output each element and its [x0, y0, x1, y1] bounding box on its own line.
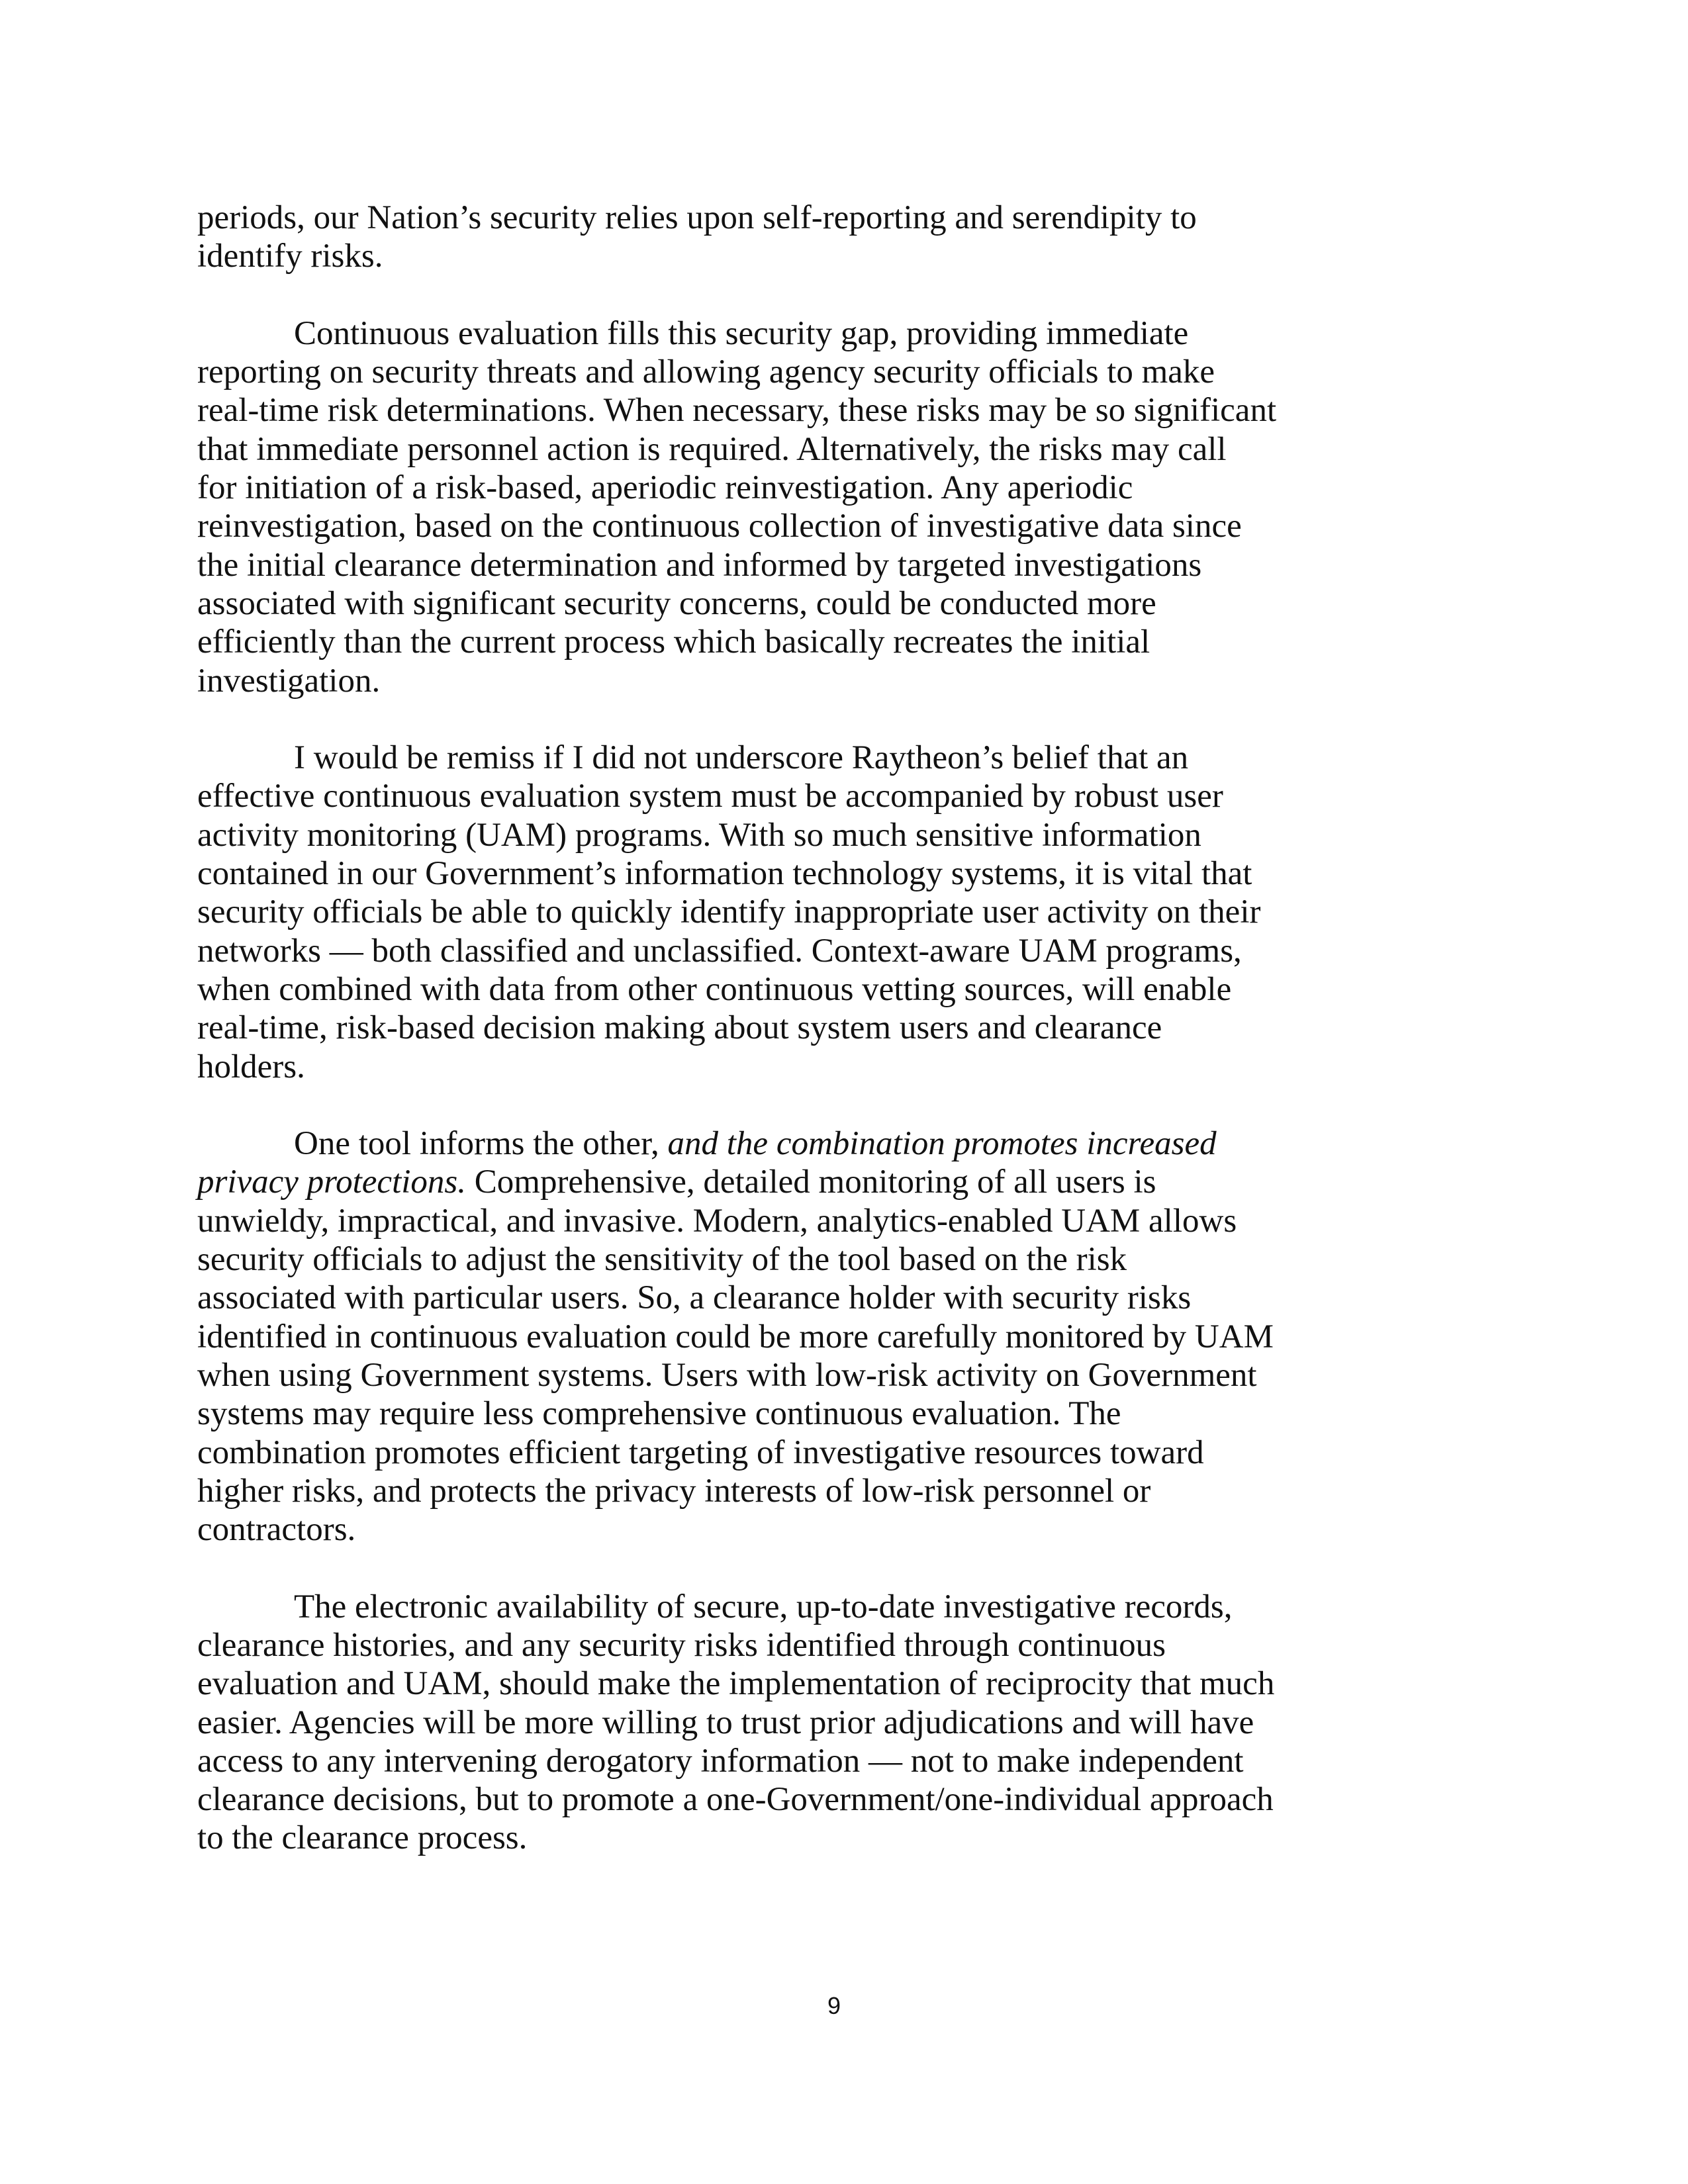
text-line — [197, 1510, 1495, 1549]
text-segment: combination promotes efficient targeting of investigative resources toward — [197, 1433, 1204, 1471]
text-segment: associated with particular users. So, a clearance holder with security risks — [197, 1279, 1192, 1317]
text-segment: the initial clearance determination and informed by targeted investigations — [197, 546, 1202, 584]
text-segment: activity monitoring (UAM) programs. With so much sensitive information — [197, 816, 1201, 854]
text-segment: efficiently than the current process which basically recreates the initial — [197, 623, 1150, 661]
text-segment: real-time, risk-based decision making about system users and clearance — [197, 1009, 1162, 1047]
text-line — [197, 1240, 1495, 1279]
text-line — [197, 1356, 1495, 1394]
text-line — [197, 1163, 1495, 1201]
text-segment: clearance decisions, but to promote a one-Government/one-individual approach — [197, 1781, 1274, 1819]
text-line — [197, 1626, 1495, 1664]
text-line — [197, 469, 1495, 507]
text-line — [197, 1279, 1495, 1317]
text-line — [197, 199, 1495, 237]
text-line — [197, 314, 1495, 353]
text-segment: reinvestigation, based on the continuous collection of investigative data since — [197, 508, 1242, 545]
text-segment: easier. Agencies will be more willing to trust prior adjudications and will have — [197, 1704, 1254, 1741]
text-segment: Comprehensive, detailed monitoring of all users is — [466, 1163, 1156, 1201]
text-line — [197, 1394, 1495, 1433]
text-segment: effective continuous evaluation system must be accompanied by robust user — [197, 778, 1223, 815]
paragraph — [197, 199, 1495, 276]
text-segment: identify risks. — [197, 238, 383, 275]
italic-text: and the combination promotes increased — [667, 1125, 1217, 1163]
text-line — [197, 970, 1495, 1009]
text-segment: for initiation of a risk-based, aperiodic reinvestigation. Any aperiodic — [197, 469, 1133, 507]
text-segment: systems may require less comprehensive continuous evaluation. The — [197, 1395, 1121, 1433]
text-segment: associated with significant security concerns, could be conducted more — [197, 584, 1156, 622]
text-segment: I would be remiss if I did not underscore Raytheon’s belief that an — [294, 739, 1189, 777]
paragraph — [197, 314, 1495, 700]
text-segment: clearance histories, and any security risks identified through continuous — [197, 1626, 1166, 1664]
text-segment: contractors. — [197, 1511, 356, 1549]
text-segment: that immediate personnel action is required. Alternatively, the risks may call — [197, 430, 1227, 468]
text-segment: reporting on security threats and allowing agency security officials to make — [197, 353, 1215, 391]
text-line — [197, 1472, 1495, 1510]
text-segment: identified in continuous evaluation could be more carefully monitored by UAM — [197, 1318, 1274, 1355]
text-line — [197, 1704, 1495, 1742]
text-line — [197, 237, 1495, 275]
text-line — [197, 584, 1495, 623]
text-line — [197, 507, 1495, 545]
text-line — [197, 816, 1495, 854]
text-segment: real-time risk determinations. When necessary, these risks may be so significant — [197, 392, 1277, 430]
paragraph — [197, 739, 1495, 1086]
text-line — [197, 1742, 1495, 1780]
text-line — [197, 739, 1495, 777]
text-line — [197, 1318, 1495, 1356]
text-line — [197, 1819, 1495, 1857]
text-line — [197, 1124, 1495, 1163]
text-line — [197, 893, 1495, 931]
text-segment: holders. — [197, 1048, 305, 1085]
text-line — [197, 777, 1495, 815]
text-segment: security officials to adjust the sensitivity of the tool based on the risk — [197, 1241, 1127, 1279]
text-segment: when combined with data from other continuous vetting sources, will enable — [197, 970, 1232, 1008]
text-line — [197, 353, 1495, 391]
paragraph — [197, 1124, 1495, 1549]
document-body — [197, 199, 1495, 1896]
text-line — [197, 1009, 1495, 1047]
text-segment: security officials be able to quickly identify inappropriate user activity on their — [197, 893, 1261, 931]
text-line — [197, 662, 1495, 700]
text-line — [197, 391, 1495, 430]
paragraph — [197, 1588, 1495, 1858]
text-line — [197, 1588, 1495, 1626]
text-segment: The electronic availability of secure, up-to-date investigative records, — [294, 1588, 1233, 1625]
text-line — [197, 430, 1495, 469]
text-line — [197, 1202, 1495, 1240]
text-segment: unwieldy, impractical, and invasive. Modern, analytics-enabled UAM allows — [197, 1202, 1237, 1240]
text-segment: investigation. — [197, 662, 381, 700]
text-segment: higher risks, and protects the privacy interests of low-risk personnel or — [197, 1472, 1151, 1510]
text-line — [197, 546, 1495, 584]
text-line — [197, 854, 1495, 893]
text-line — [197, 1664, 1495, 1703]
page-number: 9 — [827, 1992, 841, 2019]
text-line — [197, 623, 1495, 661]
italic-text: privacy protections. — [197, 1163, 467, 1201]
text-segment: networks — both classified and unclassified. Context-aware UAM programs, — [197, 932, 1242, 970]
text-segment: One tool informs the other, — [294, 1125, 668, 1163]
text-segment: access to any intervening derogatory information — not to make independent — [197, 1742, 1244, 1780]
text-segment: periods, our Nation’s security relies upon self-reporting and serendipity to — [197, 199, 1197, 236]
text-line — [197, 932, 1495, 970]
text-segment: evaluation and UAM, should make the implementation of reciprocity that much — [197, 1665, 1275, 1703]
text-segment: contained in our Government’s information technology systems, it is vital that — [197, 855, 1252, 893]
text-line — [197, 1780, 1495, 1819]
text-line — [197, 1433, 1495, 1472]
text-line — [197, 1048, 1495, 1086]
text-segment: Continuous evaluation fills this security gap, providing immediate — [294, 314, 1189, 352]
text-segment: to the clearance process. — [197, 1819, 528, 1857]
text-segment: when using Government systems. Users with low-risk activity on Government — [197, 1356, 1257, 1394]
